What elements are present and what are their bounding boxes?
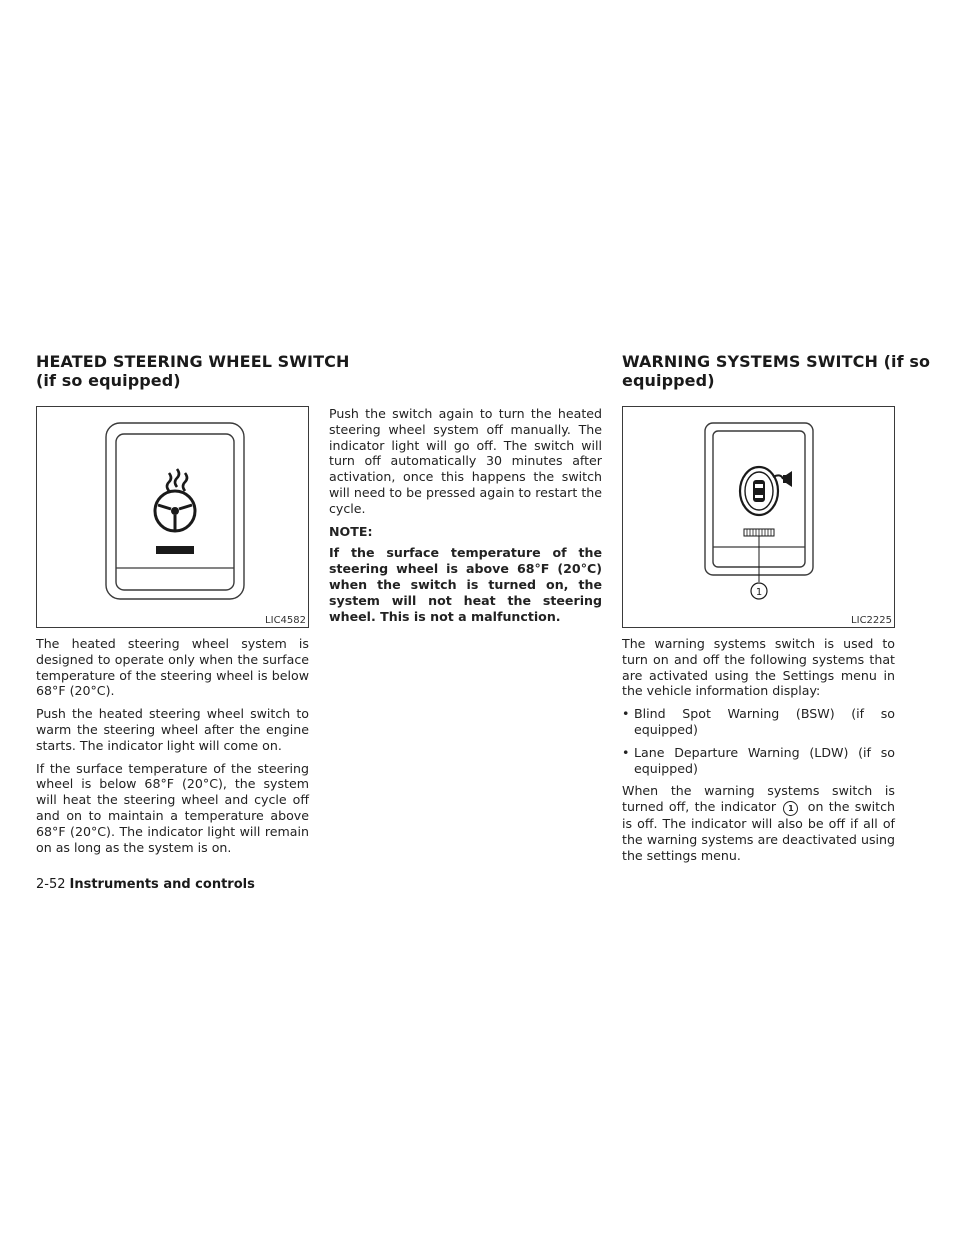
left-figure-code: LIC4582 <box>265 615 306 626</box>
note-body: If the surface temperature of the steering wheel is above 68°F (20°C) when the switch is turned on, the system will not heat the steering wheel. This is not a malfunction. <box>329 545 602 624</box>
right-closing-after: on the switch is off. The indicator will also be off if all of the warning systems are deactivated using the settings menu. <box>622 799 895 863</box>
indicator-light <box>156 546 194 554</box>
right-heading <box>622 352 930 390</box>
right-closing <box>622 783 895 863</box>
left-paragraph-2: Push the heated steering wheel switch to warm the steering wheel after the engine starts. The indicator light will come on. <box>36 706 309 753</box>
inline-callout-1: 1 <box>783 801 798 816</box>
left-heading-line1: HEATED STEERING WHEEL SWITCH <box>36 352 350 371</box>
warning-systems-switch-illustration <box>623 407 894 627</box>
middle-body <box>329 406 602 631</box>
left-heading-line2: (if so equipped) <box>36 371 181 390</box>
heated-steering-switch-figure <box>36 406 309 628</box>
left-heading <box>36 352 349 390</box>
page-footer <box>36 877 255 892</box>
heated-steering-switch-illustration <box>37 407 308 627</box>
steering-wheel-heat-icon <box>155 469 195 531</box>
right-figure-code: LIC2225 <box>851 615 892 626</box>
right-body <box>622 636 895 871</box>
bullet-ldw: • Lane Departure Warning (LDW) (if so equipped) <box>622 745 895 777</box>
page-number: 2-52 <box>36 877 66 892</box>
warning-systems-switch-figure <box>622 406 895 628</box>
right-heading-line1: WARNING SYSTEMS SWITCH (if so <box>622 352 931 371</box>
right-intro: The warning systems switch is used to turn on and off the following systems that are activated using the Settings menu in the vehicle information display: <box>622 636 895 699</box>
left-paragraph-3: If the surface temperature of the steering wheel is below 68°F (20°C), the system will heat the steering wheel and cycle off and on to maintain a temperature above 68°F (20°C). The indicator light will remain on as long as the system is on. <box>36 760 309 855</box>
left-paragraph-1: The heated steering wheel system is designed to operate only when the surface temperature of the steering wheel is below 68°F (20°C). <box>36 636 309 699</box>
indicator-grille <box>744 529 774 536</box>
section-title: Instruments and controls <box>69 877 255 892</box>
right-heading-line2: equipped) <box>622 371 715 390</box>
car-warning-icon <box>740 467 792 515</box>
bullet-bsw: • Blind Spot Warning (BSW) (if so equipped) <box>622 706 895 738</box>
right-closing-before: When the warning systems switch is turned off, the indicator <box>622 783 895 815</box>
middle-paragraph: Push the switch again to turn the heated steering wheel system off manually. The indicator light will go off. The switch will turn off automatically 30 minutes after activation, once this happens the switch will need to be pressed again to restart the cycle. <box>329 406 602 516</box>
figure-callout-1: 1 <box>755 587 763 598</box>
left-body <box>36 636 309 862</box>
note-heading: NOTE: <box>329 523 373 539</box>
